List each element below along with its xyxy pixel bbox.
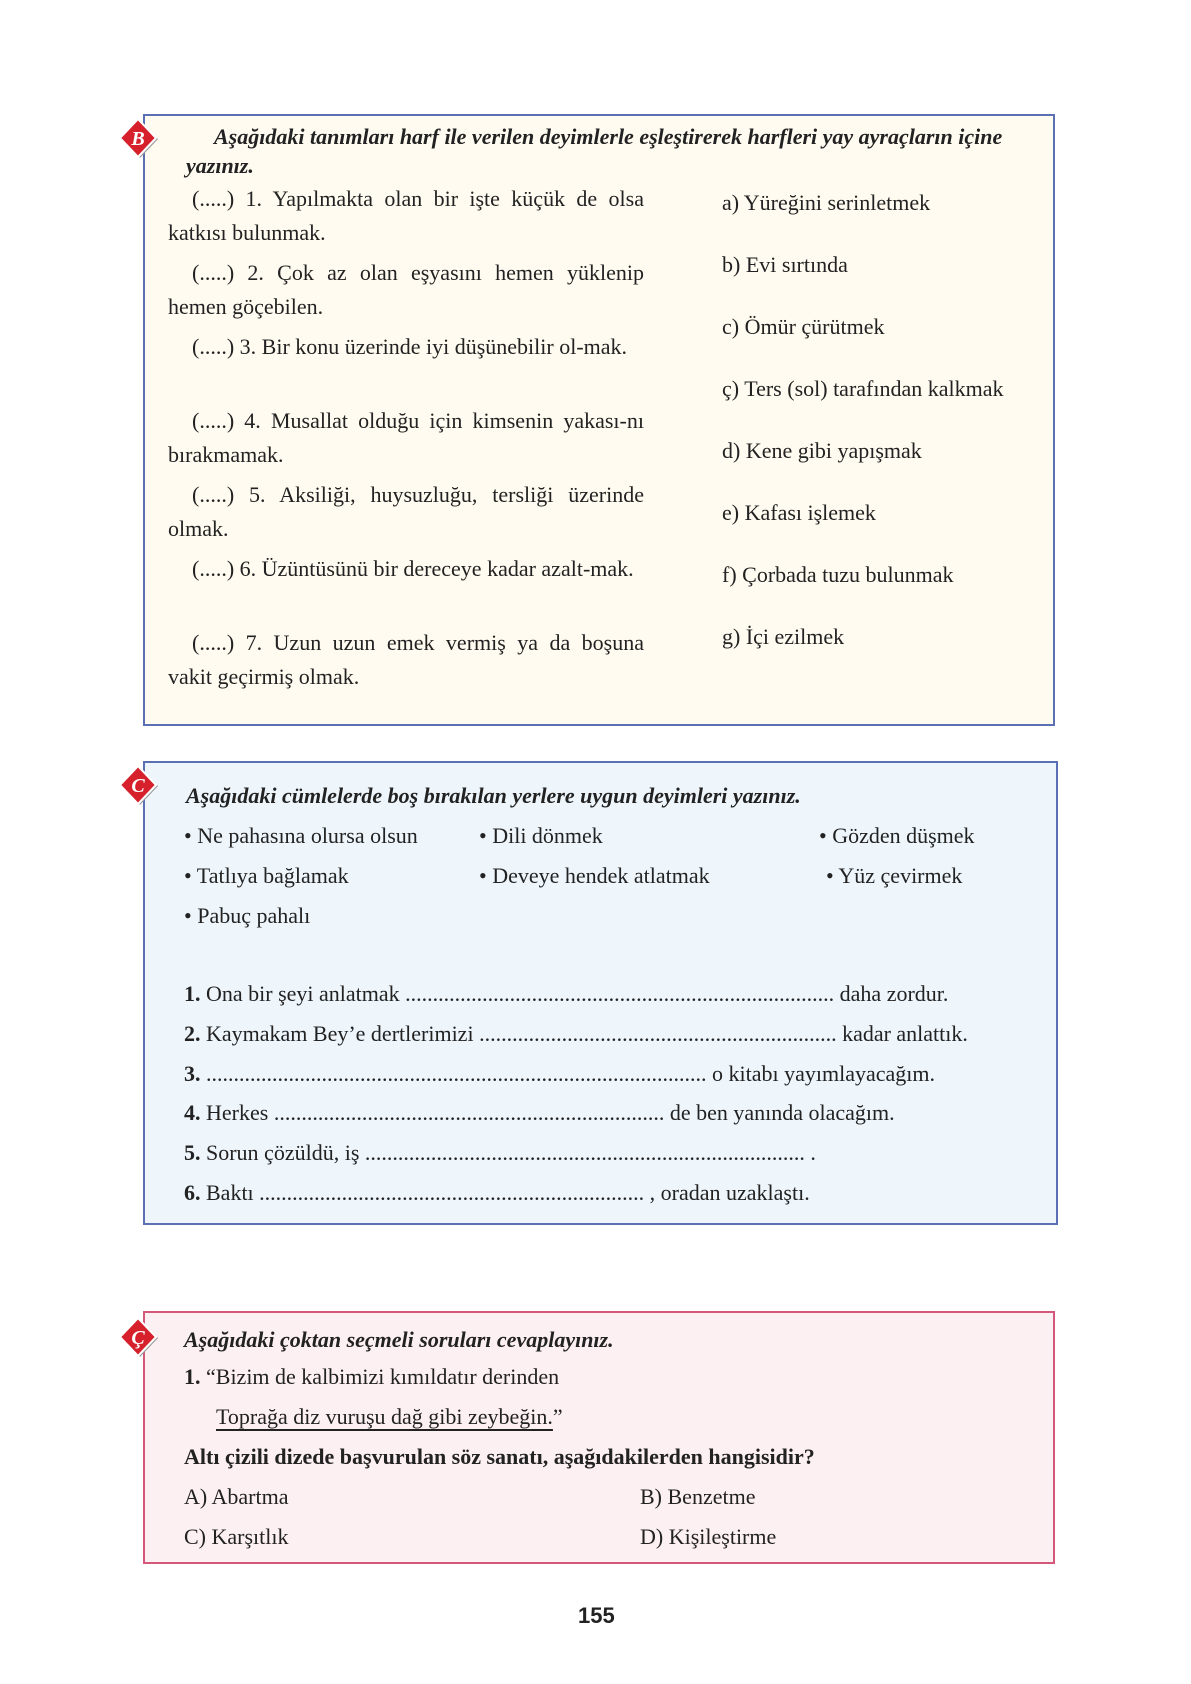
idiom-item: • Yüz çevirmek — [826, 863, 963, 888]
sentence-before: Herkes — [206, 1100, 269, 1125]
sentence-number: 3. — [184, 1061, 201, 1086]
idiom-item: • Dili dönmek — [479, 823, 603, 848]
section-cc-badge — [118, 1318, 158, 1358]
idiom-item: • Gözden düşmek — [819, 823, 975, 848]
choice-c[interactable]: C) Karşıtlık — [184, 1524, 289, 1549]
section-c-instruction: Aşağıdaki cümlelerde boş bırakılan yerlere uygun deyimleri yazınız. — [186, 783, 801, 808]
question-line-2 — [216, 1404, 563, 1430]
sentence-before: Baktı — [206, 1180, 254, 1205]
badge-diamond-icon — [118, 119, 158, 159]
idiom-item: • Deveye hendek atlatmak — [479, 863, 710, 888]
list-item: (.....) 1. Yapılmakta olan bir işte küçük de olsa katkısı bulunmak. — [168, 186, 644, 245]
blank-dots: ................................................................................ — [364, 1140, 805, 1165]
underlined-verse: Toprağa diz vuruşu dağ gibi zeybeğin. — [216, 1404, 553, 1429]
option-d: d) Kene gibi yapışmak — [722, 438, 922, 463]
sentence-before: Sorun çözüldü, iş — [206, 1140, 360, 1165]
option-cc: ç) Ters (sol) tarafından kalkmak — [722, 376, 1004, 401]
sentence-row — [184, 981, 948, 1007]
list-item: (.....) 5. Aksiliği, huysuzluğu, tersliği üzerinde olmak. — [168, 482, 644, 541]
blank-dots: ........................................................................................... — [206, 1061, 707, 1086]
badge-diamond-icon — [118, 766, 158, 806]
section-b-badge — [118, 119, 158, 159]
question-number: 1. — [184, 1364, 201, 1389]
option-e: e) Kafası işlemek — [722, 500, 876, 525]
section-b-instruction: Aşağıdaki tanımları harf ile verilen deyimlerle eşleştirerek harfleri yay ayraçların içine yazınız. — [186, 124, 1003, 178]
option-b: b) Evi sırtında — [722, 252, 848, 277]
idiom-item: • Pabuç pahalı — [184, 903, 311, 928]
sentence-number: 4. — [184, 1100, 201, 1125]
sentence-row — [184, 1061, 935, 1087]
sentence-row — [184, 1021, 968, 1047]
question-text: Altı çizili dizede başvurulan söz sanatı, aşağıdakilerden hangisidir? — [184, 1444, 815, 1469]
sentence-row — [184, 1180, 810, 1206]
sentence-number: 2. — [184, 1021, 201, 1046]
list-item: (.....) 7. Uzun uzun emek vermiş ya da boşuna vakit geçirmiş olmak. — [168, 630, 644, 689]
sentence-number: 6. — [184, 1180, 201, 1205]
blank-dots: ................................................................. — [479, 1021, 837, 1046]
sentence-row — [184, 1100, 895, 1126]
idiom-item: • Tatlıya bağlamak — [184, 863, 349, 888]
question-verse-1: “Bizim de kalbimizi kımıldatır derinden — [206, 1364, 560, 1389]
sentence-number: 1. — [184, 981, 201, 1006]
sentence-after: de ben yanında olacağım. — [669, 1100, 895, 1125]
choice-a[interactable]: A) Abartma — [184, 1484, 289, 1509]
section-b-badge-letter: B — [131, 128, 145, 150]
question-line-1 — [184, 1364, 559, 1390]
list-item: (.....) 4. Musallat olduğu için kimsenin yakası-nı bırakmamak. — [168, 408, 644, 467]
section-cc-badge-letter: Ç — [131, 1327, 145, 1349]
section-c-badge — [118, 766, 158, 806]
sentence-after: o kitabı yayımlayacağım. — [712, 1061, 935, 1086]
idiom-item: • Ne pahasına olursa olsun — [184, 823, 418, 848]
blank-dots: ...................................................................... — [259, 1180, 645, 1205]
section-c-badge-letter: C — [131, 775, 145, 797]
sentence-number: 5. — [184, 1140, 201, 1165]
option-f: f) Çorbada tuzu bulunmak — [722, 562, 954, 587]
sentence-row — [184, 1140, 816, 1166]
sentence-after: daha zordur. — [839, 981, 949, 1006]
choice-d[interactable]: D) Kişileştirme — [640, 1524, 777, 1549]
closing-quote: ” — [552, 1404, 563, 1429]
sentence-after: kadar anlattık. — [842, 1021, 968, 1046]
list-item: (.....) 2. Çok az olan eşyasını hemen yüklenip hemen göçebilen. — [168, 260, 644, 319]
badge-diamond-icon — [118, 1318, 158, 1358]
sentence-after: , oradan uzaklaştı. — [649, 1180, 810, 1205]
list-item: (.....) 3. Bir konu üzerinde iyi düşünebilir ol-mak. — [192, 334, 628, 359]
sentence-after: . — [810, 1140, 816, 1165]
sentence-before: Kaymakam Bey’e dertlerimizi — [206, 1021, 474, 1046]
list-item: (.....) 6. Üzüntüsünü bir dereceye kadar azalt-mak. — [192, 556, 634, 581]
section-cc-instruction: Aşağıdaki çoktan seçmeli soruları cevaplayınız. — [184, 1327, 614, 1352]
blank-dots: .............................................................................. — [405, 981, 835, 1006]
option-a: a) Yüreğini serinletmek — [722, 190, 931, 215]
sentence-before: Ona bir şeyi anlatmak — [206, 981, 400, 1006]
option-c: c) Ömür çürütmek — [722, 314, 885, 339]
option-g: g) İçi ezilmek — [722, 624, 845, 649]
blank-dots: ....................................................................... — [273, 1100, 665, 1125]
choice-b[interactable]: B) Benzetme — [640, 1484, 756, 1509]
page-number: 155 — [578, 1603, 615, 1628]
